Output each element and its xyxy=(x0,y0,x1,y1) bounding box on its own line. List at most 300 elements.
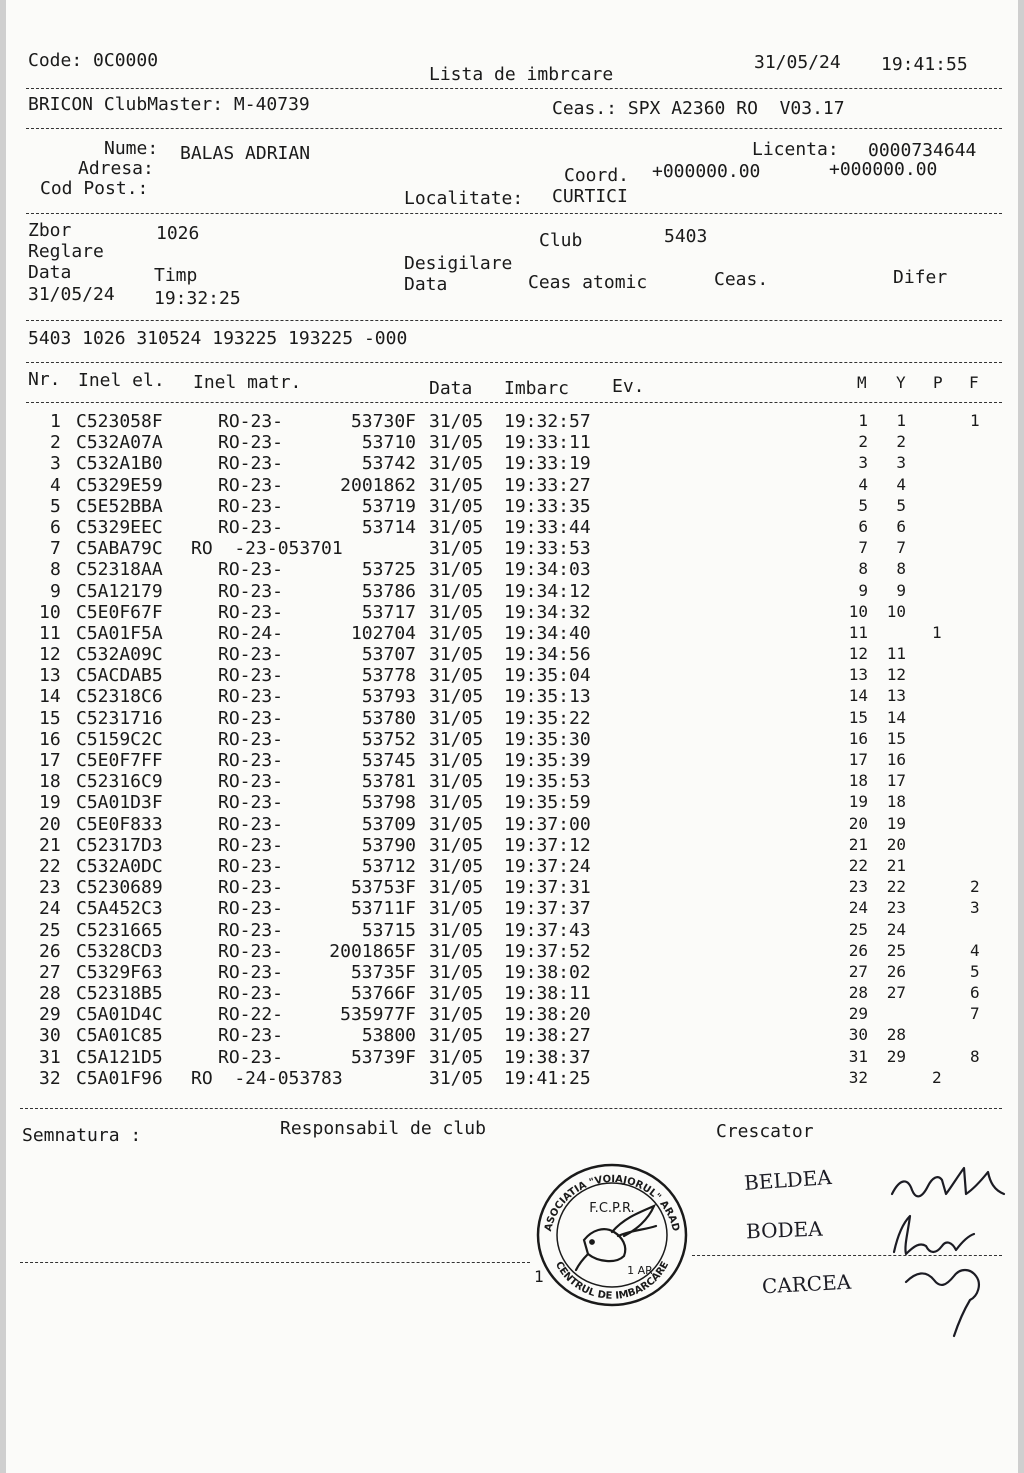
row-m: 7 xyxy=(858,538,868,558)
row-date: 31/05 xyxy=(429,940,484,962)
row-pref: RO-23- xyxy=(218,961,284,983)
desigilare-label: Desigilare xyxy=(404,253,513,274)
row-y: 16 xyxy=(886,750,906,769)
table-row xyxy=(6,516,1018,540)
row-inel-el: C5E0F833 xyxy=(76,813,163,835)
row-pref: RO-23- xyxy=(218,474,284,496)
row-inel-el: C5231716 xyxy=(76,707,163,729)
row-inel-el: C5329E59 xyxy=(76,474,163,496)
row-inel-el: C5A452C3 xyxy=(76,898,163,920)
table-row xyxy=(6,434,1018,455)
row-date: 31/05 xyxy=(429,495,484,517)
handwritten-name-3: CARCEA xyxy=(761,1269,852,1299)
table-row xyxy=(6,667,1018,688)
row-y: 20 xyxy=(886,834,906,854)
row-time: 19:34:03 xyxy=(504,559,591,581)
row-y: 1 xyxy=(896,411,906,430)
row-y: 13 xyxy=(886,686,906,706)
table-row xyxy=(6,580,1018,604)
row-inel-el: C5A01C85 xyxy=(76,1025,163,1047)
row-pref: RO-23- xyxy=(218,644,284,666)
reglare-timp-label: Timp xyxy=(154,265,198,286)
row-pref: RO-23- xyxy=(218,919,284,941)
row-pref: RO-23- xyxy=(218,1025,284,1047)
row-nr: 8 xyxy=(50,559,61,581)
table-row xyxy=(6,540,1018,561)
row-nr: 7 xyxy=(50,538,61,560)
separator xyxy=(26,128,1002,129)
club-value: 5403 xyxy=(664,226,708,247)
row-date: 31/05 xyxy=(429,644,484,666)
table-row xyxy=(6,985,1018,1006)
row-date: 31/05 xyxy=(429,686,484,708)
row-m: 10 xyxy=(848,601,868,621)
row-m: 18 xyxy=(848,771,868,791)
row-nr: 5 xyxy=(50,495,61,517)
row-time: 19:35:53 xyxy=(504,771,591,793)
row-pref: RO-23- xyxy=(218,665,284,687)
row-m: 26 xyxy=(848,940,868,960)
table-row xyxy=(6,961,1018,985)
row-nr: 10 xyxy=(39,601,61,623)
row-nr: 13 xyxy=(39,665,61,687)
row-y: 18 xyxy=(886,792,906,812)
row-y: 28 xyxy=(886,1025,906,1045)
row-pref: RO-23- xyxy=(218,983,284,1005)
separator xyxy=(20,1262,530,1263)
print-time: 19:41:55 xyxy=(881,54,968,75)
row-inel-el: C5ACDAB5 xyxy=(76,665,163,687)
row-m: 24 xyxy=(848,898,868,918)
row-inel-el: C532A1B0 xyxy=(76,453,163,475)
row-f: 2 xyxy=(970,877,980,897)
col-data: Data xyxy=(429,378,473,399)
table-row xyxy=(6,1067,1018,1091)
handwritten-name-2: BODEA xyxy=(745,1216,823,1244)
row-time: 19:37:12 xyxy=(504,834,591,856)
row-inel-el: C5A01D3F xyxy=(76,792,163,814)
row-m: 2 xyxy=(858,432,868,452)
table-row xyxy=(6,474,1018,498)
table-row xyxy=(6,728,1018,752)
boarding-list-sheet xyxy=(6,0,1018,1473)
row-m: 21 xyxy=(848,834,868,854)
row-nr: 4 xyxy=(50,474,61,496)
row-time: 19:38:11 xyxy=(504,983,591,1005)
row-m: 6 xyxy=(858,516,868,536)
coord-value-2: +000000.00 xyxy=(829,159,938,180)
row-inel-el: C5A01D4C xyxy=(76,1004,163,1026)
clock-model: Ceas.: SPX A2360 RO V03.17 xyxy=(552,98,845,119)
print-date: 31/05/24 xyxy=(754,52,841,73)
row-inel-matr: 53790 xyxy=(361,834,416,856)
row-nr: 30 xyxy=(39,1025,61,1047)
table-row xyxy=(6,1006,1018,1027)
page-number: 1 xyxy=(534,1267,544,1286)
row-time: 19:34:32 xyxy=(504,601,591,623)
stamp-text-id: 1 AR xyxy=(627,1264,653,1277)
row-time: 19:35:22 xyxy=(504,707,591,729)
row-nr: 32 xyxy=(39,1067,61,1089)
row-f: 7 xyxy=(970,1004,980,1024)
table-row xyxy=(6,813,1018,837)
row-inel-el: C5231665 xyxy=(76,919,163,941)
row-time: 19:38:20 xyxy=(504,1004,591,1026)
table-row xyxy=(6,773,1018,794)
table-row xyxy=(6,940,1018,964)
row-y: 22 xyxy=(886,877,906,897)
row-inel-matr: 53781 xyxy=(361,771,416,793)
row-inel-el: C52317D3 xyxy=(76,834,163,856)
localitate-label: Localitate: xyxy=(404,188,524,209)
row-inel-matr: 53752 xyxy=(361,728,416,750)
row-y: 7 xyxy=(896,538,906,558)
row-nr: 19 xyxy=(39,792,61,814)
row-inel-matr: 53717 xyxy=(361,601,416,623)
row-time: 19:33:19 xyxy=(504,453,591,475)
row-inel-el: C5230689 xyxy=(76,877,163,899)
reglare-timp-value: 19:32:25 xyxy=(154,288,241,309)
table-row xyxy=(6,707,1018,731)
row-pref: RO-23- xyxy=(218,813,284,835)
code-label: Code: 0C0000 xyxy=(28,50,159,71)
row-inel-matr: 53739F xyxy=(350,1046,416,1068)
row-nr: 11 xyxy=(39,622,61,644)
row-inel-el: C5329EEC xyxy=(76,516,163,538)
row-nr: 2 xyxy=(50,432,61,454)
row-nr: 25 xyxy=(39,919,61,941)
row-m: 32 xyxy=(848,1067,868,1087)
row-inel-matr: 53707 xyxy=(361,644,416,666)
row-inel-matr: 53714 xyxy=(361,516,416,538)
row-y: 21 xyxy=(886,855,906,875)
row-nr: 18 xyxy=(39,771,61,793)
row-date: 31/05 xyxy=(429,707,484,729)
row-pref: RO -24-053783 xyxy=(191,1067,343,1089)
row-date: 31/05 xyxy=(429,983,484,1005)
row-pref: RO-23- xyxy=(218,495,284,517)
row-date: 31/05 xyxy=(429,538,484,560)
row-inel-el: C5E0F7FF xyxy=(76,750,163,771)
row-inel-matr: 53711F xyxy=(350,898,416,920)
zbor-label: Zbor xyxy=(28,220,72,241)
row-time: 19:38:37 xyxy=(504,1046,591,1068)
row-inel-el: C52318AA xyxy=(76,559,163,581)
row-f: 6 xyxy=(970,983,980,1003)
row-date: 31/05 xyxy=(429,1025,484,1047)
row-date: 31/05 xyxy=(429,559,484,581)
row-m: 14 xyxy=(848,686,868,706)
col-m: M xyxy=(857,373,867,392)
row-date: 31/05 xyxy=(429,516,484,538)
row-f: 1 xyxy=(970,411,980,430)
col-p: P xyxy=(933,373,943,392)
coord-label: Coord. xyxy=(564,165,630,186)
row-inel-el: C523058F xyxy=(76,411,163,432)
row-m: 30 xyxy=(848,1025,868,1045)
row-nr: 20 xyxy=(39,813,61,835)
row-time: 19:37:24 xyxy=(504,855,591,877)
row-m: 23 xyxy=(848,877,868,897)
row-y: 11 xyxy=(886,644,906,664)
row-m: 17 xyxy=(848,750,868,769)
row-pref: RO-23- xyxy=(218,411,284,432)
row-nr: 21 xyxy=(39,834,61,856)
row-time: 19:35:04 xyxy=(504,665,591,687)
codpost-label: Cod Post.: xyxy=(40,178,149,199)
col-inel-el: Inel el. xyxy=(78,370,165,391)
row-inel-el: C5A12179 xyxy=(76,580,163,602)
stamp-text-mid: F.C.P.R. xyxy=(589,1201,635,1216)
row-inel-matr: 53800 xyxy=(361,1025,416,1047)
row-inel-matr: 53735F xyxy=(350,961,416,983)
row-pref: RO-23- xyxy=(218,792,284,814)
row-f: 3 xyxy=(970,898,980,918)
row-pref: RO-24- xyxy=(218,622,284,644)
row-inel-el: C52318B5 xyxy=(76,983,163,1005)
row-y: 19 xyxy=(886,813,906,833)
row-date: 31/05 xyxy=(429,453,484,475)
row-pref: RO-23- xyxy=(218,877,284,899)
device-id: BRICON ClubMaster: M-40739 xyxy=(28,94,310,115)
row-date: 31/05 xyxy=(429,580,484,602)
row-time: 19:38:02 xyxy=(504,961,591,983)
signature-scribbles xyxy=(886,1150,1016,1345)
row-f: 8 xyxy=(970,1046,980,1066)
row-pref: RO-23- xyxy=(218,940,284,962)
row-m: 13 xyxy=(848,665,868,685)
row-date: 31/05 xyxy=(429,474,484,496)
row-m: 15 xyxy=(848,707,868,727)
row-y: 9 xyxy=(896,580,906,600)
row-nr: 24 xyxy=(39,898,61,920)
separator xyxy=(26,213,1002,214)
svg-text:CENTRUL DE IMBARCARE xyxy=(553,1260,671,1302)
row-time: 19:35:30 xyxy=(504,728,591,750)
nume-label: Nume: xyxy=(104,138,159,159)
localitate-value: CURTICI xyxy=(552,186,628,207)
row-nr: 3 xyxy=(50,453,61,475)
row-date: 31/05 xyxy=(429,813,484,835)
col-y: Y xyxy=(896,373,906,392)
row-inel-el: C532A07A xyxy=(76,432,163,454)
row-date: 31/05 xyxy=(429,411,484,432)
row-date: 31/05 xyxy=(429,877,484,899)
row-pref: RO-23- xyxy=(218,728,284,750)
row-pref: RO-23- xyxy=(218,516,284,538)
row-nr: 22 xyxy=(39,855,61,877)
row-date: 31/05 xyxy=(429,728,484,750)
row-inel-matr: 53753F xyxy=(350,877,416,899)
table-row xyxy=(6,688,1018,709)
row-y: 12 xyxy=(886,665,906,685)
row-y: 26 xyxy=(886,961,906,981)
col-imbarc: Imbarc xyxy=(504,378,570,399)
row-nr: 27 xyxy=(39,961,61,983)
row-m: 31 xyxy=(848,1046,868,1066)
coord-value-1: +000000.00 xyxy=(652,161,761,182)
row-pref: RO-23- xyxy=(218,432,284,454)
row-time: 19:37:52 xyxy=(504,940,591,962)
row-inel-el: C5328CD3 xyxy=(76,940,163,962)
table-row xyxy=(6,495,1018,519)
row-y: 17 xyxy=(886,771,906,791)
table-row xyxy=(6,601,1018,625)
row-y: 2 xyxy=(896,432,906,452)
row-inel-matr: 53730F xyxy=(350,411,416,432)
row-m: 12 xyxy=(848,644,868,664)
row-nr: 12 xyxy=(39,644,61,666)
licenta-value: 0000734644 xyxy=(868,140,977,161)
difer-label: Difer xyxy=(893,267,948,288)
row-inel-el: C52316C9 xyxy=(76,771,163,793)
col-ev: Ev. xyxy=(612,376,645,397)
row-time: 19:37:43 xyxy=(504,919,591,941)
row-inel-el: C5ABA79C xyxy=(76,538,163,560)
row-pref: RO-23- xyxy=(218,771,284,793)
table-row xyxy=(6,646,1018,667)
row-pref: RO-23- xyxy=(218,1046,284,1068)
semnatura-label: Semnatura : xyxy=(22,1125,142,1146)
separator xyxy=(26,320,1002,321)
row-inel-el: C5A121D5 xyxy=(76,1046,163,1068)
row-inel-el: C52318C6 xyxy=(76,686,163,708)
row-y: 29 xyxy=(886,1046,906,1066)
ceas-label: Ceas. xyxy=(714,269,769,290)
row-date: 31/05 xyxy=(429,750,484,771)
separator xyxy=(20,1108,1002,1109)
separator xyxy=(26,402,1002,403)
table-row xyxy=(6,455,1018,476)
row-inel-matr: 102704 xyxy=(350,622,416,644)
row-y: 27 xyxy=(886,983,906,1003)
row-y: 24 xyxy=(886,919,906,939)
row-inel-matr: 53778 xyxy=(361,665,416,687)
row-nr: 26 xyxy=(39,940,61,962)
row-inel-el: C5E0F67F xyxy=(76,601,163,623)
row-pref: RO-23- xyxy=(218,580,284,602)
row-date: 31/05 xyxy=(429,1004,484,1026)
row-y: 4 xyxy=(896,474,906,494)
row-m: 1 xyxy=(858,411,868,430)
row-date: 31/05 xyxy=(429,601,484,623)
row-m: 9 xyxy=(858,580,868,600)
row-m: 11 xyxy=(848,622,868,642)
table-row xyxy=(6,413,1018,434)
row-inel-matr: 53798 xyxy=(361,792,416,814)
row-nr: 1 xyxy=(50,411,61,432)
row-inel-el: C5329F63 xyxy=(76,961,163,983)
row-inel-matr: 53742 xyxy=(361,453,416,475)
row-y: 6 xyxy=(896,516,906,536)
row-time: 19:37:00 xyxy=(504,813,591,835)
owner-name: BALAS ADRIAN xyxy=(180,143,311,164)
licenta-label: Licenta: xyxy=(752,139,839,160)
row-inel-matr: 53780 xyxy=(361,707,416,729)
responsabil-label: Responsabil de club xyxy=(280,1118,486,1139)
row-pref: RO-23- xyxy=(218,750,284,771)
row-pref: RO -23-053701 xyxy=(191,538,343,560)
row-nr: 23 xyxy=(39,877,61,899)
desigilare-data-label: Data xyxy=(404,274,448,295)
row-m: 19 xyxy=(848,792,868,812)
row-nr: 28 xyxy=(39,983,61,1005)
row-y: 5 xyxy=(896,495,906,515)
row-inel-matr: 53719 xyxy=(361,495,416,517)
row-nr: 16 xyxy=(39,728,61,750)
row-time: 19:35:59 xyxy=(504,792,591,814)
row-nr: 17 xyxy=(39,750,61,771)
row-inel-el: C5159C2C xyxy=(76,728,163,750)
row-nr: 9 xyxy=(50,580,61,602)
row-m: 27 xyxy=(848,961,868,981)
separator xyxy=(26,88,1002,89)
crescator-label: Crescator xyxy=(716,1121,814,1142)
row-pref: RO-23- xyxy=(218,898,284,920)
row-y: 15 xyxy=(886,728,906,748)
club-label: Club xyxy=(539,230,583,251)
table-row xyxy=(6,1027,1018,1048)
stamp-text-bottom: CENTRUL DE IMBARCARE xyxy=(552,1259,672,1302)
row-m: 29 xyxy=(848,1004,868,1024)
table-row xyxy=(6,752,1018,773)
row-inel-el: C532A09C xyxy=(76,644,163,666)
reglare-label: Reglare xyxy=(28,241,104,262)
row-date: 31/05 xyxy=(429,792,484,814)
row-time: 19:33:44 xyxy=(504,516,591,538)
row-date: 31/05 xyxy=(429,771,484,793)
row-m: 3 xyxy=(858,453,868,473)
row-nr: 31 xyxy=(39,1046,61,1068)
row-time: 19:32:57 xyxy=(504,411,591,432)
row-time: 19:34:12 xyxy=(504,580,591,602)
row-time: 19:41:25 xyxy=(504,1067,591,1089)
row-date: 31/05 xyxy=(429,1067,484,1089)
row-pref: RO-23- xyxy=(218,707,284,729)
row-inel-matr: 53725 xyxy=(361,559,416,581)
col-inel-matr: Inel matr. xyxy=(193,372,302,393)
summary-line: 5403 1026 310524 193225 193225 -000 xyxy=(28,328,408,349)
club-stamp xyxy=(532,1160,694,1310)
reglare-data-label: Data xyxy=(28,262,72,283)
table-row xyxy=(6,900,1018,921)
row-inel-matr: 53710 xyxy=(361,432,416,454)
row-pref: RO-23- xyxy=(218,601,284,623)
reglare-data-value: 31/05/24 xyxy=(28,284,115,305)
col-f: F xyxy=(969,373,979,392)
row-time: 19:33:11 xyxy=(504,432,591,454)
separator xyxy=(26,362,1002,363)
row-nr: 14 xyxy=(39,686,61,708)
row-time: 19:35:39 xyxy=(504,750,591,771)
adresa-label: Adresa: xyxy=(78,158,154,179)
row-time: 19:35:13 xyxy=(504,686,591,708)
row-m: 25 xyxy=(848,919,868,939)
row-y: 25 xyxy=(886,940,906,960)
handwritten-name-1: BELDEA xyxy=(743,1164,833,1196)
row-inel-matr: 53709 xyxy=(361,813,416,835)
row-pref: RO-23- xyxy=(218,686,284,708)
row-time: 19:33:53 xyxy=(504,538,591,560)
table-row xyxy=(6,622,1018,646)
row-time: 19:37:31 xyxy=(504,877,591,899)
row-y: 3 xyxy=(896,453,906,473)
row-nr: 15 xyxy=(39,707,61,729)
row-nr: 6 xyxy=(50,516,61,538)
row-date: 31/05 xyxy=(429,834,484,856)
row-m: 28 xyxy=(848,983,868,1003)
row-date: 31/05 xyxy=(429,622,484,644)
